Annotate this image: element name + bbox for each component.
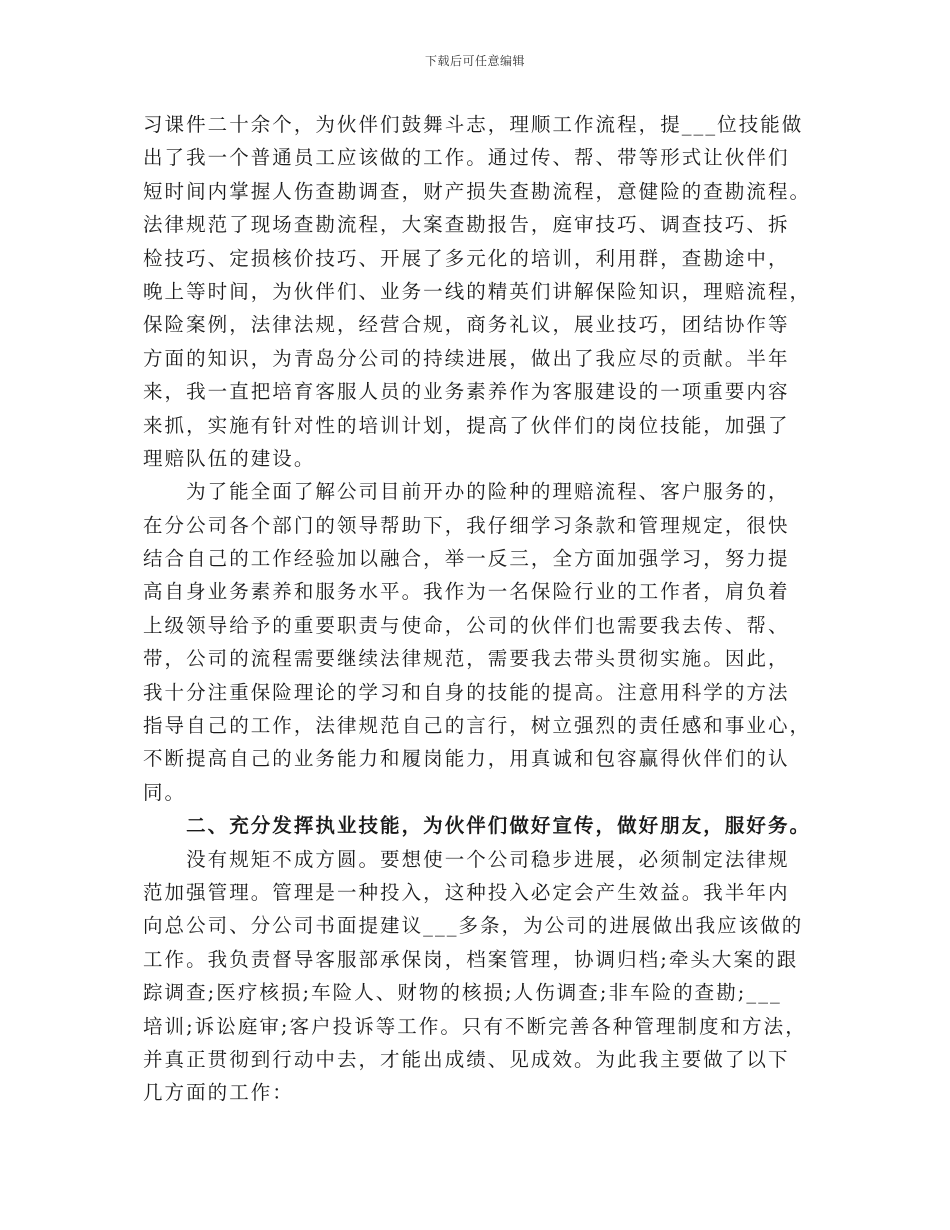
text-line: 法律规范了现场查勘流程，大案查勘报告，庭审技巧、调查技巧、拆 [143,213,790,237]
text-line: 上级领导给予的重要职责与使命，公司的伙伴们也需要我去传、帮、 [143,613,790,637]
paragraph-training-summary [143,108,823,475]
text-line: 方面的知识，为青岛分公司的持续进展，做出了我应尽的贡献。半年 [143,346,790,370]
text-line: 保险案例，法律法规，经营合规，商务礼议，展业技巧，团结协作等 [143,313,790,337]
text-line: 在分公司各个部门的领导帮助下，我仔细学习条款和管理规定，很快 [143,513,790,537]
text-line: 工作。我负责督导客服部承保岗，档案管理，协调归档;牵头大案的跟 [143,947,799,971]
text-line: 来抓，实施有针对性的培训计划，提高了伙伴们的岗位技能，加强了 [143,413,790,437]
heading-line: 二、充分发挥执业技能，为伙伴们做好宣传，做好朋友，服好务。 [143,814,812,838]
text-line: 同。 [143,780,187,804]
text-line: 检技巧、定损核价技巧、开展了多元化的培训，利用群，查勘途中， [143,246,790,270]
document-body [143,108,823,1110]
text-line: 带，公司的流程需要继续法律规范，需要我去带头贯彻实施。因此， [143,647,790,671]
page-header-note: 下载后可任意编辑 [424,54,525,68]
text-line: 出了我一个普通员工应该做的工作。通过传、帮、带等形式让伙伴们 [143,146,790,170]
text-line: 不断提高自己的业务能力和履岗能力，用真诚和包容赢得伙伴们的认 [143,747,790,771]
text-line: 并真正贯彻到行动中去，才能出成绩、见成效。为此我主要做了以下 [143,1047,790,1071]
text-line: 没有规矩不成方圆。要想使一个公司稳步进展，必须制定法律规 [143,847,790,871]
text-line: 晚上等时间，为伙伴们、业务一线的精英们讲解保险知识，理赔流程， [143,279,812,303]
text-line: 来，我一直把培育客服人员的业务素养作为客服建设的一项重要内容 [143,380,790,404]
text-line: 理赔队伍的建设。 [143,446,316,470]
text-line: 习课件二十余个，为伙伴们鼓舞斗志，理顺工作流程，提___位技能做 [143,113,804,136]
paragraph-learning [143,475,823,809]
text-line: 结合自己的工作经验加以融合，举一反三，全方面加强学习，努力提 [143,547,790,571]
text-line: 踪调查;医疗核损;车险人、财物的核损;人伤调查;非车险的查勘;___ [143,981,782,1005]
text-line: 向总公司、分公司书面提建议___多条，为公司的进展做出我应该做的 [143,914,804,938]
text-line: 几方面的工作： [143,1081,294,1105]
text-line: 范加强管理。管理是一种投入，这种投入必定会产生效益。我半年内 [143,880,790,904]
section-heading [143,809,823,842]
text-line: 指导自己的工作，法律规范自己的言行，树立强烈的责任感和事业心， [143,714,812,738]
text-line: 短时间内掌握人伤查勘调查，财产损失查勘流程，意健险的查勘流程。 [143,179,812,203]
text-line: 我十分注重保险理论的学习和自身的技能的提高。注意用科学的方法 [143,680,790,704]
text-line: 高自身业务素养和服务水平。我作为一名保险行业的工作者，肩负着 [143,580,790,604]
text-line: 培训;诉讼庭审;客户投诉等工作。只有不断完善各种管理制度和方法， [143,1014,807,1038]
text-line: 为了能全面了解公司目前开办的险种的理赔流程、客户服务的， [143,480,790,504]
paragraph-management [143,843,823,1110]
